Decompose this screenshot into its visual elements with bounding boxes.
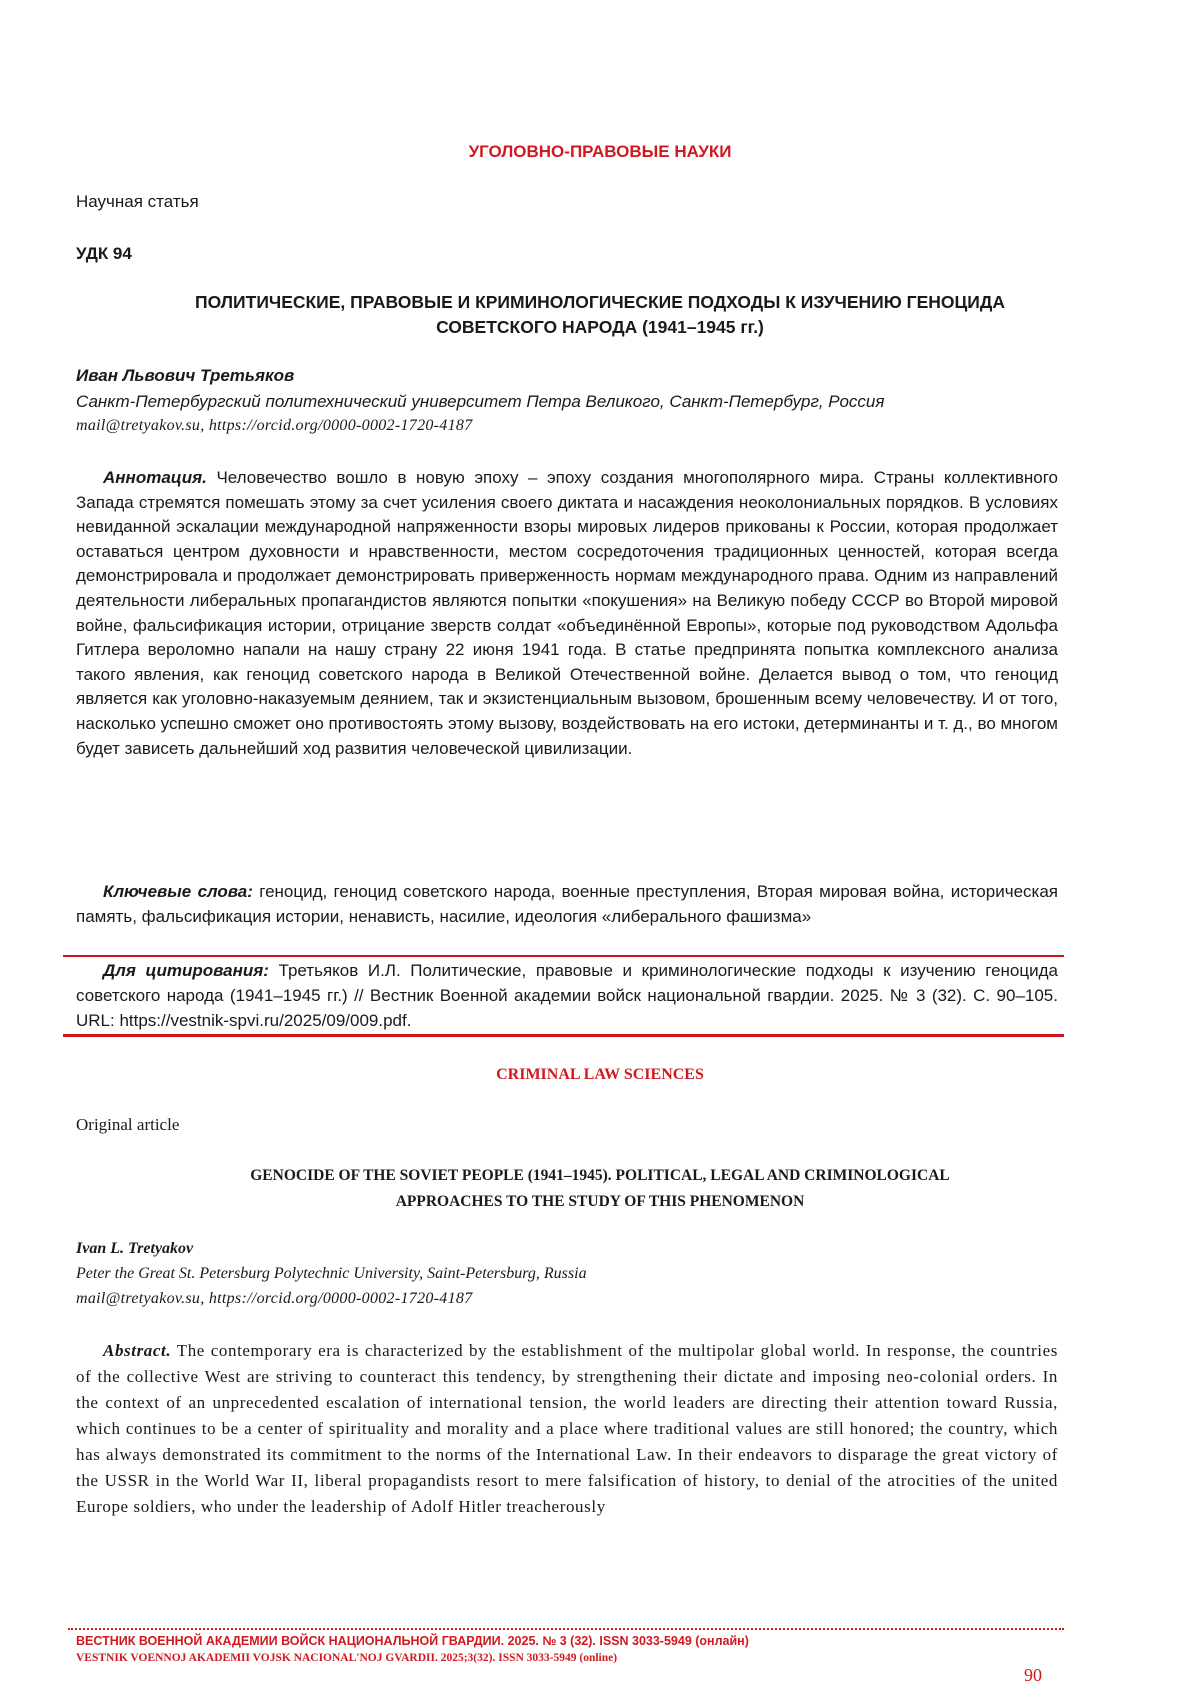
citation-ru-paragraph: [76, 958, 1058, 1033]
abstract-en-label: Abstract.: [103, 1341, 172, 1360]
abstract-en-paragraph: [76, 1338, 1058, 1520]
keywords-ru-paragraph: [76, 880, 1058, 929]
article-type-en: Original article: [76, 1115, 180, 1134]
udk-code: УДК 94: [76, 244, 132, 263]
affiliation-en: Peter the Great St. Petersburg Polytechnic University, Saint-Petersburg, Russia: [76, 1265, 587, 1282]
article-title-en: [120, 1163, 1080, 1215]
footer-divider: [68, 1628, 1064, 1630]
keywords-ru: [76, 880, 1058, 929]
title-ru-line-2: СОВЕТСКОГО НАРОДА (1941–1945 гг.): [436, 317, 764, 337]
footer-journal-ru: ВЕСТНИК ВОЕННОЙ АКАДЕМИИ ВОЙСК НАЦИОНАЛЬНОЙ ГВАРДИИ. 2025. № 3 (32). ISSN 3033-5949 (онлайн): [76, 1634, 749, 1648]
citation-ru-label: Для цитирования:: [103, 961, 269, 980]
section-heading-en: CRIMINAL LAW SCIENCES: [496, 1066, 704, 1083]
title-en-line-1: GENOCIDE OF THE SOVIET PEOPLE (1941–1945). POLITICAL, LEGAL AND CRIMINOLOGICAL: [250, 1167, 950, 1184]
article-type-ru: Научная статья: [76, 192, 199, 211]
author-name-en: Ivan L. Tretyakov: [76, 1240, 194, 1257]
keywords-ru-label: Ключевые слова:: [103, 882, 253, 901]
abstract-ru-paragraph: [76, 466, 1058, 761]
abstract-ru-text: Человечество вошло в новую эпоху – эпоху создания многополярного мира. Страны коллективного Запада стремятся помешать этому за счет усиления своего диктата и насаждения неоколониальных порядков. В условиях невиданной эскалации международной напряженности взоры мировых лидеров прикованы к России, которая продолжает оставаться центром духовности и нравственности, местом сосредоточения традиционных ценностей, которая всегда демонстрировала и продолжает демонстрировать приверженность нормам международного права. Одним из направлений деятельности либеральных пропагандистов являются попытки «покушения» на Великую победу СССР во Второй мировой войне, фальсификация истории, отрицание зверств солдат «объединённой Европы», которые под руководством Адольфа Гитлера вероломно напали на нашу страну 22 июня 1941 года. В статье предпринята попытка комплексного анализа такого явления, как геноцид советского народа в Великой Отечественной войне. Делается вывод о том, что геноцид является как уголовно-наказуемым деянием, так и экзистенциальным вызовом, брошенным всему человечеству. И от того, насколько успешно сможет оно противостоять этому вызову, воздействовать на его истоки, детерминанты и т. д., во многом будет зависеть дальнейший ход развития человеческой цивилизации.: [76, 468, 1058, 758]
abstract-ru-label: Аннотация.: [103, 468, 207, 487]
citation-ru: [76, 958, 1058, 1033]
affiliation-ru: Санкт-Петербургский политехнический университет Петра Великого, Санкт-Петербург, Россия: [76, 392, 885, 411]
keywords-ru-text: геноцид, геноцид советского народа, военные преступления, Вторая мировая война, историческая память, фальсификация истории, ненависть, насилие, идеология «либерального фашизма»: [76, 882, 1058, 926]
title-en-line-2: APPROACHES TO THE STUDY OF THIS PHENOMENON: [395, 1193, 805, 1210]
contacts-en[interactable]: mail@tretyakov.su, https://orcid.org/0000-0002-1720-4187: [76, 1290, 473, 1307]
abstract-en: [76, 1338, 1058, 1520]
citation-ru-text: Третьяков И.Л. Политические, правовые и криминологические подходы к изучению геноцида советского народа (1941–1945 гг.) // Вестник Военной академии войск национальной гвардии. 2025. № 3 (32). С. 90–105. URL: https://vestnik-spvi.ru/2025/09/009.pdf.: [76, 961, 1058, 1030]
page-number: 90: [1024, 1665, 1042, 1685]
footer-journal-en: VESTNIK VOENNOJ AKADEMII VOJSK NACIONAL'NOJ GVARDII. 2025;3(32). ISSN 3033-5949 (online): [76, 1652, 618, 1664]
divider-top: [63, 955, 1064, 957]
article-title-ru: [120, 290, 1080, 340]
abstract-en-text: The contemporary era is characterized by the establishment of the multipolar global world. In response, the countries of the collective West are striving to counteract this tendency, by strengthening their dictate and imposing neo-colonial orders. In the context of an unprecedented escalation of international tension, the world leaders are directing their attention toward Russia, which continues to be a center of spirituality and morality and a place where traditional values are still honored; the country, which has always demonstrated its commitment to the norms of the International Law. In their endeavors to disparage the great victory of the USSR in the World War II, liberal propagandists resort to mere falsification of history, to denial of the atrocities of the united Europe soldiers, who under the leadership of Adolf Hitler treacherously: [76, 1341, 1058, 1516]
abstract-ru: [76, 466, 1058, 761]
contacts-ru[interactable]: mail@tretyakov.su, https://orcid.org/0000-0002-1720-4187: [76, 417, 473, 434]
section-heading-ru: УГОЛОВНО-ПРАВОВЫЕ НАУКИ: [468, 142, 732, 161]
divider-bottom: [63, 1034, 1064, 1037]
author-name-ru: Иван Львович Третьяков: [76, 366, 295, 385]
title-ru-line-1: ПОЛИТИЧЕСКИЕ, ПРАВОВЫЕ И КРИМИНОЛОГИЧЕСКИЕ ПОДХОДЫ К ИЗУЧЕНИЮ ГЕНОЦИДА: [195, 292, 1005, 312]
